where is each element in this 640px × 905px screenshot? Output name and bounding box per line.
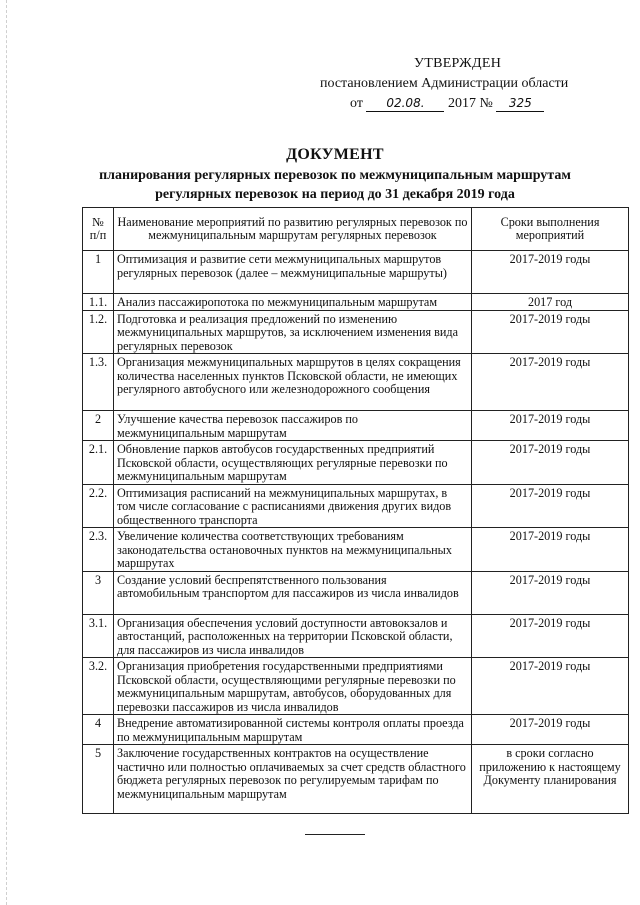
row-task: Организация межмуниципальных маршрутов в целях сокращения количества населенных пунктов Псковской области, не имеющих регулярного автобусного или железнодорожного сообщения	[114, 354, 472, 411]
row-task: Внедрение автоматизированной системы контроля оплаты проезда по межмуниципальным маршрутам	[114, 715, 472, 745]
table-row	[83, 658, 629, 715]
row-term: 2017-2019 годы	[472, 354, 629, 411]
row-task: Подготовка и реализация предложений по изменению межмуниципальных маршрутов, за исключением изменения вида регулярных перевозок	[114, 310, 472, 354]
row-number: 3	[83, 571, 114, 614]
row-term: 2017-2019 годы	[472, 310, 629, 354]
approval-title: УТВЕРЖДЕН	[414, 56, 502, 71]
handwritten-date: 02.08.	[366, 95, 444, 112]
row-task: Организация приобретения государственными предприятиями Псковской области, осуществляющими регулярные перевозки по межмуниципальным маршрутам, автобусов, оборудованных для перевозки пассажиров из числа инвалидов	[114, 658, 472, 715]
row-task: Оптимизация расписаний на межмуниципальных маршрутах, в том числе согласование с расписаниями движения других видов общественного транспорта	[114, 484, 472, 528]
row-term: 2017 год	[472, 294, 629, 311]
row-number: 2.3.	[83, 528, 114, 572]
approval-block	[316, 54, 586, 114]
header-number: № п/п	[83, 208, 114, 251]
closing-line	[305, 834, 365, 835]
row-number: 1.1.	[83, 294, 114, 311]
table-row	[83, 441, 629, 485]
row-number: 4	[83, 715, 114, 745]
row-number: 1.3.	[83, 354, 114, 411]
row-number: 2.1.	[83, 441, 114, 485]
row-term: в сроки согласно приложению к настоящему Документу планирования	[472, 745, 629, 814]
row-term: 2017-2019 годы	[472, 251, 629, 294]
row-term: 2017-2019 годы	[472, 658, 629, 715]
row-term: 2017-2019 годы	[472, 441, 629, 485]
approval-authority: постановлением Администрации области	[320, 76, 569, 91]
row-number: 3.1.	[83, 614, 114, 658]
row-number: 1.2.	[83, 310, 114, 354]
row-number: 2	[83, 411, 114, 441]
date-prefix: от	[350, 96, 363, 111]
plan-table	[82, 207, 629, 814]
table-row	[83, 294, 629, 311]
row-term: 2017-2019 годы	[472, 528, 629, 572]
row-task: Улучшение качества перевозок пассажиров по межмуниципальным маршрутам	[114, 411, 472, 441]
row-task: Анализ пассажиропотока по межмуниципальным маршрутам	[114, 294, 472, 311]
row-task: Обновление парков автобусов государственных предприятий Псковской области, осуществляющих регулярные перевозки по межмуниципальным маршрутам	[114, 441, 472, 485]
table-row	[83, 251, 629, 294]
row-task: Организация обеспечения условий доступности автовокзалов и автостанций, расположенных на территории Псковской области, для пассажиров из числа инвалидов	[114, 614, 472, 658]
table-header-row	[83, 208, 629, 251]
row-task: Оптимизация и развитие сети межмуниципальных маршрутов регулярных перевозок (далее – межмуниципальные маршруты)	[114, 251, 472, 294]
table-row	[83, 571, 629, 614]
row-number: 5	[83, 745, 114, 814]
document-heading	[40, 145, 630, 203]
row-term: 2017-2019 годы	[472, 484, 629, 528]
table-row	[83, 354, 629, 411]
header-term: Сроки выполнения мероприятий	[472, 208, 629, 251]
table-row	[83, 310, 629, 354]
document-subtitle-2: регулярных перевозок на период до 31 декабря 2019 года	[155, 187, 515, 202]
approval-year: 2017 №	[447, 96, 493, 111]
table-row	[83, 484, 629, 528]
row-term: 2017-2019 годы	[472, 571, 629, 614]
scan-edge	[6, 0, 8, 905]
row-number: 3.2.	[83, 658, 114, 715]
row-task: Увеличение количества соответствующих требованиям законодательства остановочных пунктов на межмуниципальных маршрутах	[114, 528, 472, 572]
document-title: ДОКУМЕНТ	[286, 146, 384, 163]
document-subtitle-1: планирования регулярных перевозок по межмуниципальным маршрутам	[99, 168, 571, 183]
row-term: 2017-2019 годы	[472, 715, 629, 745]
header-task: Наименование мероприятий по развитию регулярных перевозок по межмуниципальным маршрутам регулярных перевозок	[114, 208, 472, 251]
table-row	[83, 411, 629, 441]
table-row	[83, 614, 629, 658]
table-row	[83, 745, 629, 814]
row-number: 1	[83, 251, 114, 294]
table-row	[83, 715, 629, 745]
row-number: 2.2.	[83, 484, 114, 528]
handwritten-number: 325	[496, 95, 544, 112]
row-term: 2017-2019 годы	[472, 411, 629, 441]
table-row	[83, 528, 629, 572]
row-task: Заключение государственных контрактов на осуществление частично или полностью оплачиваемых за счет средств областного бюджета регулярных перевозок по регулируемым тарифам по межмуниципальным маршрутам	[114, 745, 472, 814]
row-task: Создание условий беспрепятственного пользования автомобильным транспортом для пассажиров из числа инвалидов	[114, 571, 472, 614]
approval-date-line	[316, 94, 586, 114]
row-term: 2017-2019 годы	[472, 614, 629, 658]
